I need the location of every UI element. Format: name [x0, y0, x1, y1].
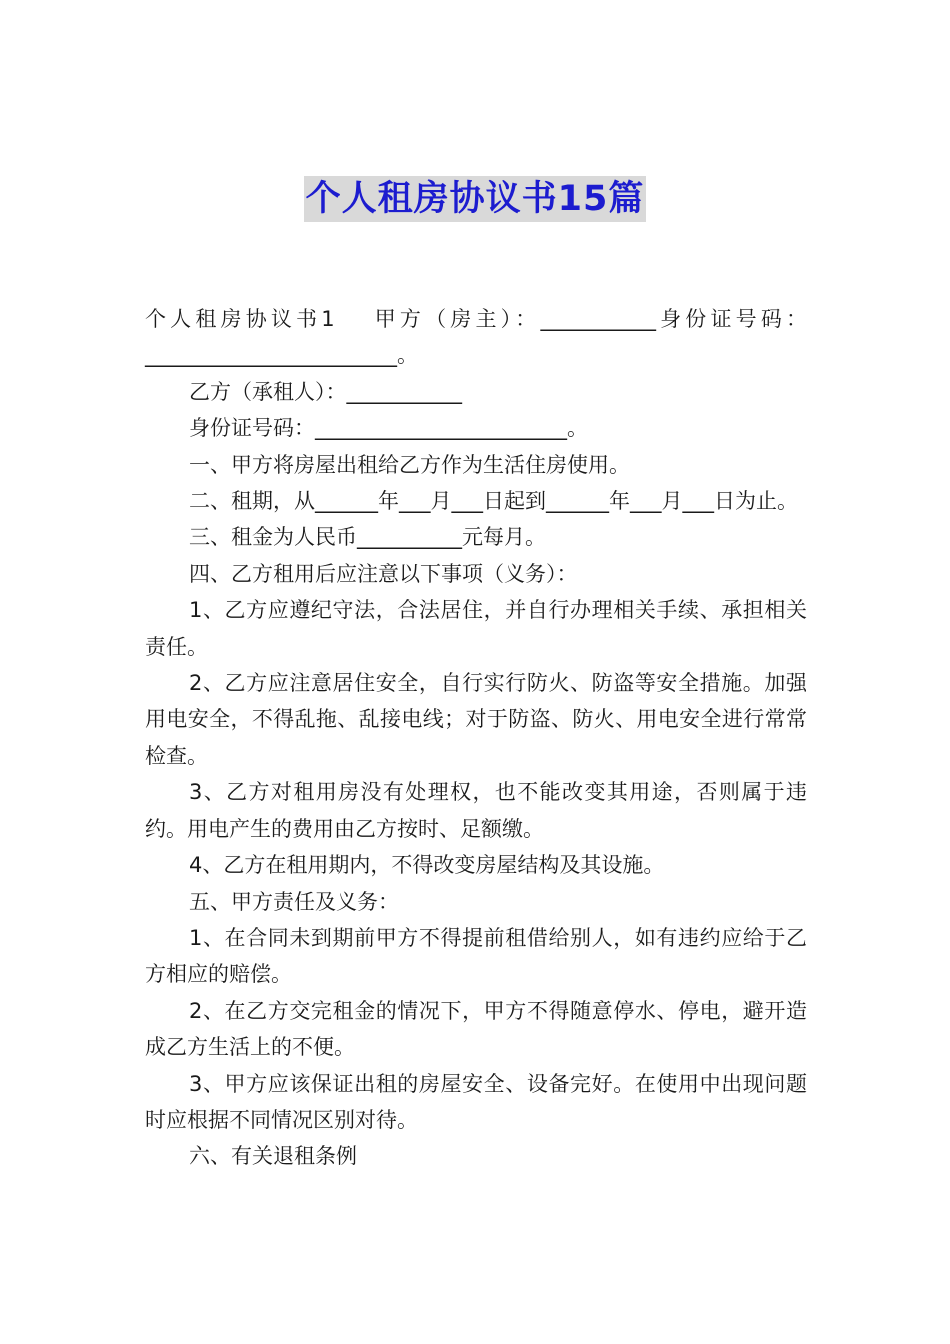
- party-a-line: 甲方（房主）：___________身份证号码：________________________。: [145, 307, 807, 368]
- paragraph-clause-1: 一、甲方将房屋出租给乙方作为生活住房使用。: [189, 452, 630, 477]
- paragraph-clause-5-item-3: 3、甲方应该保证出租的房屋安全、设备完好。在使用中出现问题时应根据不同情况区别对待。: [145, 1071, 807, 1132]
- paragraph-clause-4-item-4: 4、乙方在租用期内，不得改变房屋结构及其设施。: [189, 853, 665, 878]
- section-heading: 个人租房协议书1: [145, 307, 335, 331]
- paragraph-intro: [145, 301, 807, 374]
- paragraph-clause-4-item-3: 3、乙方对租用房没有处理权，也不能改变其用途，否则属于违约。用电产生的费用由乙方按时、足额缴。: [145, 780, 807, 841]
- paragraph-clause-4-item-1: 1、乙方应遵纪守法，合法居住，并自行办理相关手续、承担相关责任。: [145, 598, 807, 659]
- paragraph-clause-3: 三、租金为人民币__________元每月。: [189, 525, 546, 550]
- paragraph-clause-5-item-1: 1、在合同未到期前甲方不得提前租借给别人，如有违约应给于乙方相应的赔偿。: [145, 925, 807, 987]
- document-body: [145, 301, 807, 1175]
- paragraph-clause-4: 四、乙方租用后应注意以下事项（义务）：: [189, 561, 578, 586]
- title-container: [0, 176, 950, 222]
- paragraph-clause-5: 五、甲方责任及义务：: [189, 889, 399, 914]
- paragraph-clause-2: 二、租期，从______年___月___日起到______年___月___日为止。: [189, 489, 798, 514]
- paragraph-clause-5-item-2: 2、在乙方交完租金的情况下，甲方不得随意停水、停电，避开造成乙方生活上的不便。: [145, 998, 807, 1060]
- paragraph-clause-4-item-2: 2、乙方应注意居住安全，自行实行防火、防盗等安全措施。加强用电安全，不得乱拖、乱接电线；对于防盗、防火、用电安全进行常常检查。: [145, 671, 807, 768]
- document-title: 个人租房协议书15篇: [304, 176, 647, 222]
- paragraph-party-b: 乙方（承租人）：___________: [189, 379, 462, 404]
- paragraph-party-b-id: 身份证号码：________________________。: [189, 416, 588, 441]
- paragraph-clause-6: 六、有关退租条例: [189, 1144, 357, 1169]
